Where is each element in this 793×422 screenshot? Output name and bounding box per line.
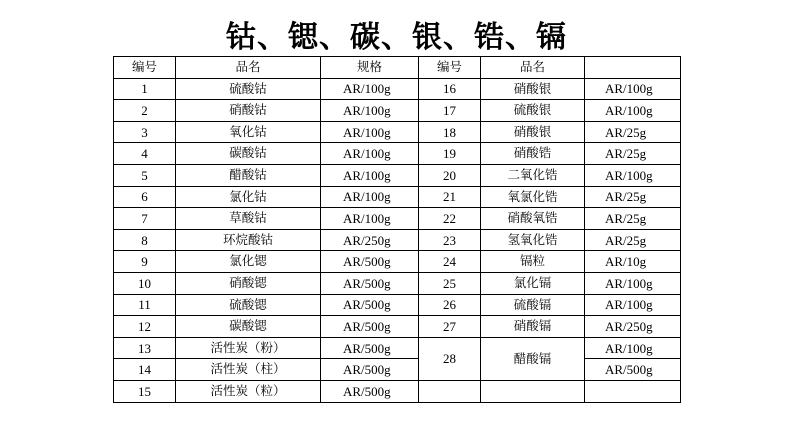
item-number: 26: [419, 294, 481, 316]
item-name: 醋酸镉: [481, 337, 585, 380]
table-row: [114, 316, 681, 338]
item-number: 11: [114, 294, 176, 316]
item-number: 22: [419, 208, 481, 230]
item-number: 9: [114, 251, 176, 273]
header-cell: 品名: [481, 57, 585, 79]
item-name: 硝酸银: [481, 78, 585, 100]
item-number: 27: [419, 316, 481, 338]
item-name: 草酸钴: [176, 208, 321, 230]
item-name: 硝酸氧锆: [481, 208, 585, 230]
item-number: 18: [419, 121, 481, 143]
item-number: 24: [419, 251, 481, 273]
item-spec: AR/100g: [585, 100, 681, 122]
item-spec: AR/100g: [585, 164, 681, 186]
item-number: 12: [114, 316, 176, 338]
item-spec: AR/500g: [321, 251, 419, 273]
item-name: 硝酸锶: [176, 272, 321, 294]
item-name: 氧化钴: [176, 121, 321, 143]
item-name: 硫酸镉: [481, 294, 585, 316]
item-number: 19: [419, 143, 481, 165]
item-spec: AR/100g: [585, 294, 681, 316]
item-spec: AR/100g: [585, 272, 681, 294]
empty-cell: [585, 380, 681, 402]
table-header-row: [114, 57, 681, 79]
item-spec: AR/100g: [321, 186, 419, 208]
header-cell: 品名: [176, 57, 321, 79]
item-number: 4: [114, 143, 176, 165]
item-spec: AR/100g: [321, 100, 419, 122]
item-name: 硫酸锶: [176, 294, 321, 316]
item-spec: AR/500g: [321, 337, 419, 359]
item-number: 28: [419, 337, 481, 380]
item-name: 氯化锶: [176, 251, 321, 273]
item-number: 7: [114, 208, 176, 230]
item-spec: AR/25g: [585, 208, 681, 230]
table-row: [114, 272, 681, 294]
table-row: [114, 121, 681, 143]
table-row: [114, 143, 681, 165]
table-row: [114, 229, 681, 251]
table-row: [114, 208, 681, 230]
item-name: 环烷酸钴: [176, 229, 321, 251]
item-name: 氧氯化锆: [481, 186, 585, 208]
item-name: 硫酸银: [481, 100, 585, 122]
item-number: 8: [114, 229, 176, 251]
item-spec: AR/100g: [585, 337, 681, 359]
item-spec: AR/500g: [321, 359, 419, 381]
item-name: 硝酸钴: [176, 100, 321, 122]
item-number: 3: [114, 121, 176, 143]
item-number: 25: [419, 272, 481, 294]
table-row: [114, 380, 681, 402]
item-spec: AR/500g: [321, 316, 419, 338]
product-table-body: [114, 57, 681, 403]
item-spec: AR/100g: [321, 78, 419, 100]
header-cell: 编号: [419, 57, 481, 79]
item-number: 14: [114, 359, 176, 381]
item-name: 活性炭（粉）: [176, 337, 321, 359]
table-row: [114, 186, 681, 208]
item-spec: AR/10g: [585, 251, 681, 273]
product-table: [113, 56, 681, 403]
table-row: [114, 251, 681, 273]
item-number: 1: [114, 78, 176, 100]
item-number: 5: [114, 164, 176, 186]
item-name: 硝酸锆: [481, 143, 585, 165]
item-number: 21: [419, 186, 481, 208]
item-number: 16: [419, 78, 481, 100]
item-spec: AR/100g: [321, 208, 419, 230]
item-name: 硝酸镉: [481, 316, 585, 338]
item-name: 活性炭（粒）: [176, 380, 321, 402]
item-name: 硝酸银: [481, 121, 585, 143]
item-spec: AR/100g: [585, 78, 681, 100]
item-spec: AR/250g: [321, 229, 419, 251]
item-name: 醋酸钴: [176, 164, 321, 186]
item-spec: AR/500g: [321, 294, 419, 316]
item-spec: AR/500g: [321, 272, 419, 294]
item-spec: AR/25g: [585, 229, 681, 251]
item-name: 二氧化锆: [481, 164, 585, 186]
item-number: 23: [419, 229, 481, 251]
item-spec: AR/25g: [585, 186, 681, 208]
item-name: 硫酸钴: [176, 78, 321, 100]
item-name: 活性炭（柱）: [176, 359, 321, 381]
page-title: 钴、锶、碳、银、锆、镉: [226, 20, 567, 55]
item-number: 10: [114, 272, 176, 294]
item-spec: AR/500g: [585, 359, 681, 381]
table-row: [114, 164, 681, 186]
item-number: 20: [419, 164, 481, 186]
empty-cell: [419, 380, 481, 402]
item-spec: AR/100g: [321, 143, 419, 165]
item-name: 氢氧化锆: [481, 229, 585, 251]
item-spec: AR/25g: [585, 121, 681, 143]
table-row: [114, 294, 681, 316]
item-name: 氯化钴: [176, 186, 321, 208]
header-cell: [585, 57, 681, 79]
item-name: 碳酸锶: [176, 316, 321, 338]
item-number: 13: [114, 337, 176, 359]
table-row: [114, 100, 681, 122]
item-spec: AR/100g: [321, 121, 419, 143]
item-number: 6: [114, 186, 176, 208]
table-row: [114, 78, 681, 100]
table-row: [114, 337, 681, 359]
table-row: [114, 359, 681, 381]
header-cell: 编号: [114, 57, 176, 79]
item-number: 17: [419, 100, 481, 122]
item-name: 氯化镉: [481, 272, 585, 294]
item-number: 15: [114, 380, 176, 402]
item-spec: AR/25g: [585, 143, 681, 165]
item-number: 2: [114, 100, 176, 122]
item-spec: AR/500g: [321, 380, 419, 402]
empty-cell: [481, 380, 585, 402]
item-spec: AR/100g: [321, 164, 419, 186]
item-spec: AR/250g: [585, 316, 681, 338]
item-name: 镉粒: [481, 251, 585, 273]
header-cell: 规格: [321, 57, 419, 79]
item-name: 碳酸钴: [176, 143, 321, 165]
